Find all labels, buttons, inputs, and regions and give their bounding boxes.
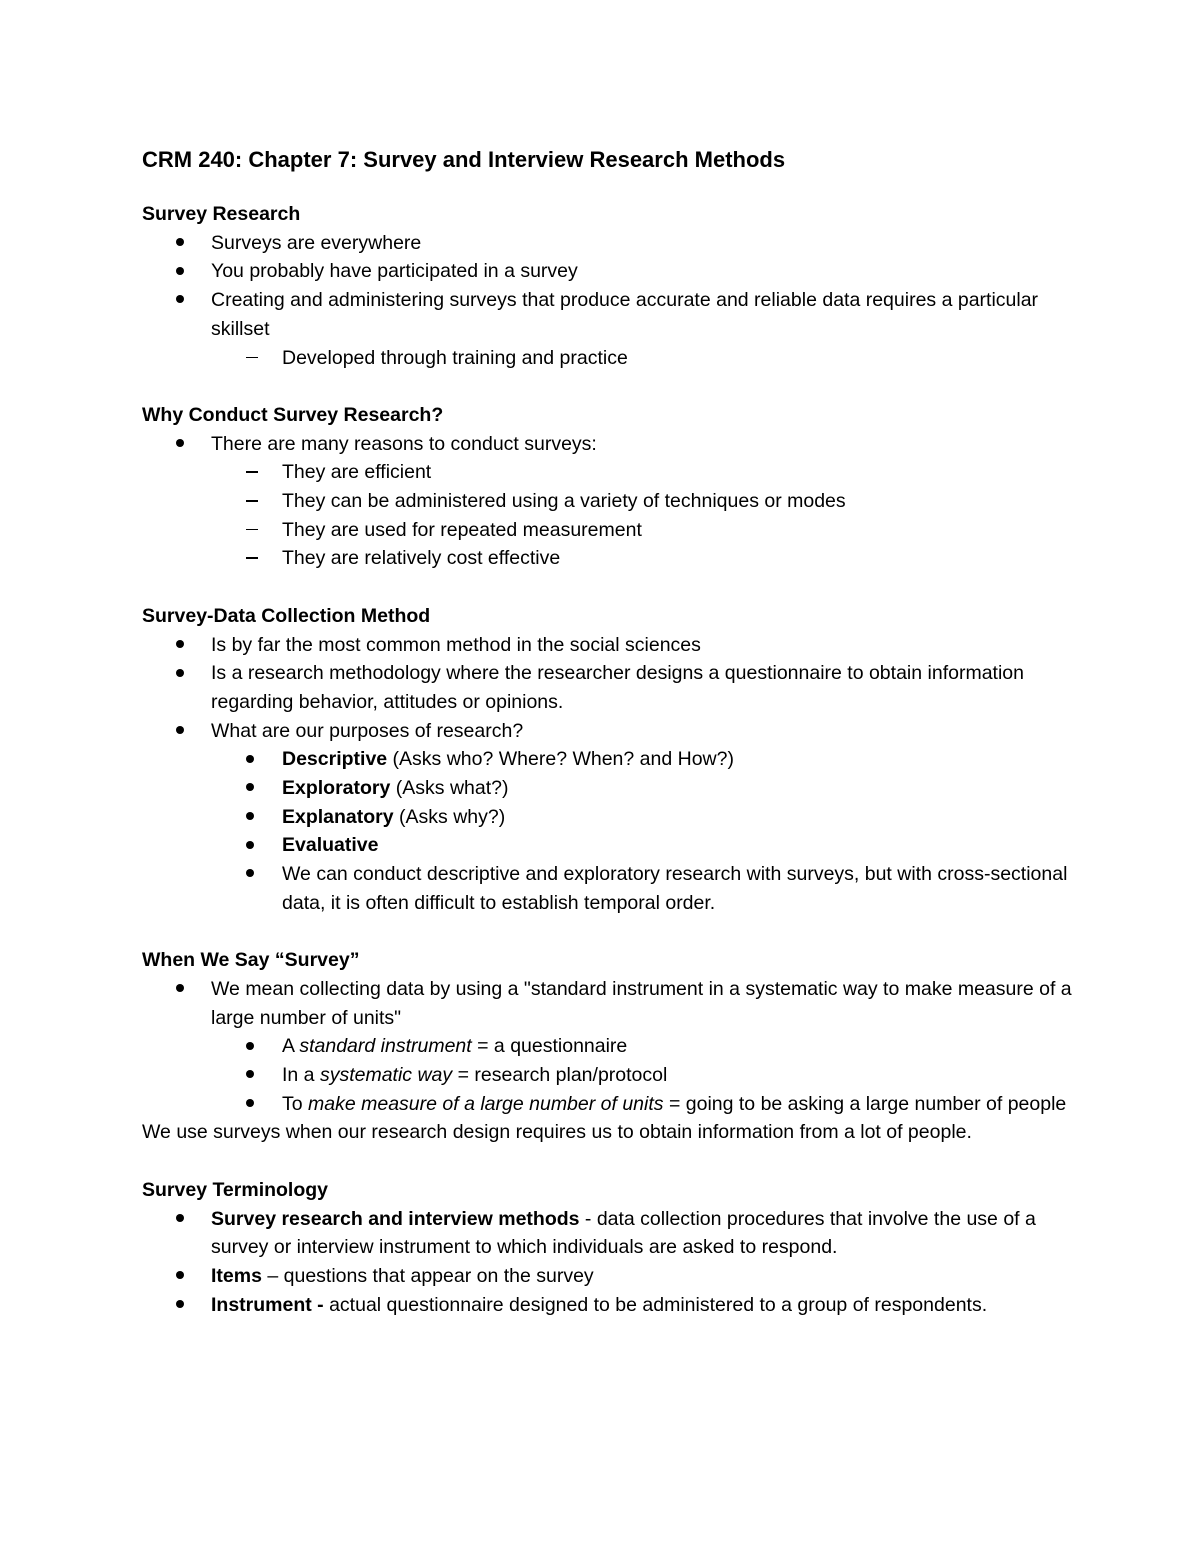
- bullet-icon: [176, 286, 184, 315]
- section-heading: Survey Research: [142, 203, 301, 225]
- body-paragraph: We use surveys when our research design requires us to obtain information from a lot of people.: [142, 1121, 972, 1144]
- term-text: Survey research and interview methods: [211, 1207, 580, 1230]
- list-item-text: They are relatively cost effective: [282, 547, 561, 570]
- sub-list-item: [142, 1032, 1072, 1061]
- list-item: [142, 430, 1072, 459]
- sub-list-item: [142, 745, 1072, 774]
- list-item: [142, 1291, 1072, 1320]
- bullet-list: [142, 1205, 1072, 1320]
- list-item-text: Creating and administering surveys that produce accurate and reliable data requires a particular skillset: [211, 289, 1039, 340]
- list-item-text: Developed through training and practice: [282, 346, 628, 369]
- text-pre: To: [282, 1092, 309, 1115]
- list-item-text: We can conduct descriptive and exploratory research with surveys, but with cross-sectional data, it is often difficult to establish temporal order.: [282, 863, 1068, 914]
- bullet-icon: [176, 1205, 184, 1234]
- text-post: = research plan/protocol: [452, 1064, 668, 1087]
- dash-icon: [246, 487, 258, 516]
- list-item: [142, 1205, 1072, 1262]
- bullet-icon: [176, 1291, 184, 1320]
- list-item-text: Is a research methodology where the researcher designs a questionnaire to obtain information regarding behavior, attitudes or opinions.: [211, 662, 1024, 713]
- sub-list-item: [142, 544, 1072, 573]
- list-item-text: Surveys are everywhere: [211, 231, 422, 254]
- dash-icon: [246, 516, 258, 545]
- text-post: = a questionnaire: [471, 1035, 628, 1058]
- bullet-icon: [176, 1262, 184, 1291]
- list-item: [142, 229, 1072, 258]
- sub-list-item: [142, 831, 1072, 860]
- sub-list-item: [142, 1090, 1072, 1119]
- text-pre: A: [282, 1035, 300, 1058]
- bullet-icon: [246, 745, 254, 774]
- sub-list-item: [142, 487, 1072, 516]
- list-item: [142, 631, 1072, 660]
- section-survey-research: [142, 200, 1072, 372]
- list-item-text: They are used for repeated measurement: [282, 518, 642, 541]
- bullet-icon: [176, 229, 184, 258]
- list-item-text: They are efficient: [282, 461, 432, 484]
- bullet-icon: [246, 1090, 254, 1119]
- section-data-collection: [142, 602, 1072, 918]
- bullet-icon: [246, 1061, 254, 1090]
- list-item-text: What are our purposes of research?: [211, 719, 524, 742]
- bullet-icon: [176, 430, 184, 459]
- term-text: Items: [211, 1264, 262, 1287]
- sub-list-item: [142, 516, 1072, 545]
- term-text: Descriptive: [282, 748, 388, 771]
- list-item-text: You probably have participated in a survey: [211, 260, 578, 283]
- section-heading: Why Conduct Survey Research?: [142, 403, 444, 426]
- term-desc: (Asks who? Where? When? and How?): [387, 748, 734, 771]
- text-pre: In a: [282, 1064, 320, 1087]
- section-why-conduct: [142, 401, 1072, 573]
- term-desc: (Asks what?): [390, 777, 509, 800]
- sub-list-item: [142, 458, 1072, 487]
- italic-term: make measure of a large number of units: [308, 1092, 664, 1115]
- list-item: [142, 286, 1072, 343]
- section-heading: Survey Terminology: [142, 1178, 329, 1201]
- list-item: [142, 257, 1072, 286]
- bullet-icon: [246, 1032, 254, 1061]
- italic-term: standard instrument: [299, 1035, 472, 1058]
- bullet-icon: [176, 631, 184, 660]
- term-text: Exploratory: [282, 777, 391, 800]
- bullet-icon: [246, 803, 254, 832]
- sub-list-item: [142, 803, 1072, 832]
- term-desc: actual questionnaire designed to be administered to a group of respondents.: [323, 1293, 988, 1316]
- term-text: Explanatory: [282, 805, 394, 828]
- list-item: [142, 1262, 1072, 1291]
- term-text: Evaluative: [282, 834, 379, 857]
- section-heading: When We Say “Survey”: [142, 949, 360, 972]
- list-item: [142, 975, 1072, 1032]
- bullet-list: [142, 229, 1072, 373]
- dash-icon: [246, 544, 258, 573]
- text-post: = going to be asking a large number of people: [663, 1092, 1067, 1115]
- dash-icon: [246, 458, 258, 487]
- term-desc: - data collection procedures that involve the use of a survey or interview instrument to which individuals are asked to respond.: [211, 1207, 1036, 1259]
- italic-term: systematic way: [319, 1064, 453, 1087]
- list-item: [142, 659, 1072, 716]
- section-when-we-say: [142, 946, 1072, 1147]
- bullet-list: [142, 631, 1072, 918]
- bullet-list: [142, 430, 1072, 574]
- sub-list-item: [142, 860, 1072, 917]
- term-desc: (Asks why?): [393, 805, 506, 828]
- bullet-icon: [176, 717, 184, 746]
- document-title: CRM 240: Chapter 7: Survey and Interview Research Methods: [142, 147, 786, 172]
- section-terminology: [142, 1176, 1072, 1320]
- bullet-icon: [176, 659, 184, 688]
- sub-list-item: [142, 1061, 1072, 1090]
- bullet-list: [142, 975, 1072, 1119]
- bullet-icon: [246, 774, 254, 803]
- bullet-icon: [246, 831, 254, 860]
- sub-list-item: [142, 774, 1072, 803]
- list-item-text: We mean collecting data by using a "standard instrument in a systematic way to make measure of a large number of units": [211, 977, 1072, 1029]
- bullet-icon: [176, 975, 184, 1004]
- dash-icon: [246, 344, 258, 373]
- bullet-icon: [246, 860, 254, 889]
- list-item-text: Is by far the most common method in the social sciences: [211, 633, 701, 656]
- sub-list-item: [142, 344, 1072, 373]
- document-page: [142, 140, 1072, 1319]
- list-item: [142, 717, 1072, 746]
- section-heading: Survey-Data Collection Method: [142, 604, 431, 627]
- term-text: Instrument -: [211, 1293, 324, 1316]
- bullet-icon: [176, 257, 184, 286]
- list-item-text: They can be administered using a variety of techniques or modes: [282, 490, 846, 513]
- list-item-text: There are many reasons to conduct surveys:: [211, 432, 597, 455]
- term-desc: – questions that appear on the survey: [261, 1264, 594, 1287]
